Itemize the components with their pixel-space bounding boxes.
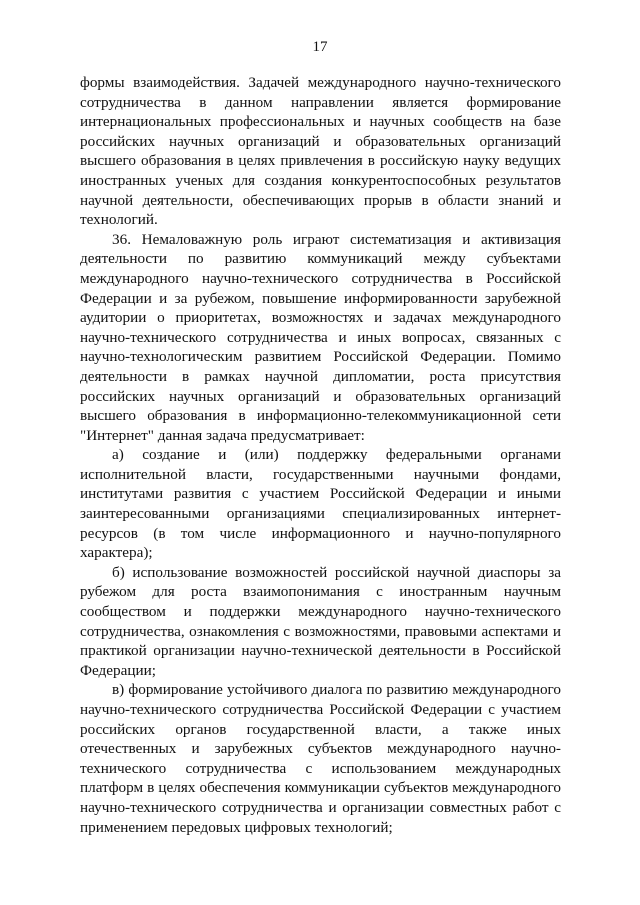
paragraph-subitem-a: а) создание и (или) поддержку федеральными органами исполнительной власти, государственными научными фондами, институтами развития с участием Российской Федерации и иными заинтересованными организациями специализированных интернет-ресурсов (в том числе информационного и научно-популярного характера);: [80, 446, 561, 562]
paragraph-continuation: формы взаимодействия. Задачей международного научно-технического сотрудничества в данном направлении является формирование интернациональных профессиональных и научных сообществ на базе российских научных организаций и образовательных организаций высшего образования в целях привлечения в российскую науку ведущих иностранных ученых для создания конкурентоспособных результатов научной деятельности, обеспечивающих прорыв в области знаний и технологий.: [80, 74, 561, 229]
document-body: [80, 73, 561, 837]
paragraph-subitem-b: б) использование возможностей российской научной диаспоры за рубежом для роста взаимопонимания с иностранным научным сообществом и поддержки международного научно-технического сотрудничества, ознакомления с возможностями, правовыми аспектами и практикой организации научно-технической деятельности в Российской Федерации;: [80, 563, 561, 679]
page-number: 17: [312, 39, 328, 55]
paragraph-subitem-v: в) формирование устойчивого диалога по развитию международного научно-технического сотрудничества Российской Федерации с участием российских органов государственной власти, а также иных отечественных и зарубежных субъектов международного научно-технического сотрудничества с использованием международных платформ в целях обеспечения коммуникации субъектов международного научно-технического сотрудничества и организации совместных работ с применением передовых цифровых технологий;: [80, 681, 561, 836]
paragraph-item-36: 36. Немаловажную роль играют систематизация и активизация деятельности по развитию коммуникаций между субъектами международного научно-технического сотрудничества в Российской Федерации и за рубежом, повышение информированности зарубежной аудитории о приоритетах, возможностях и задачах международного научно-технического сотрудничества и иных вопросах, связанных с научно-технологическим развитием Российской Федерации. Помимо деятельности в рамках научной дипломатии, роста присутствия российских научных организаций и образовательных организаций высшего образования в информационно-телекоммуникационной сети "Интернет" данная задача предусматривает:: [80, 230, 561, 444]
